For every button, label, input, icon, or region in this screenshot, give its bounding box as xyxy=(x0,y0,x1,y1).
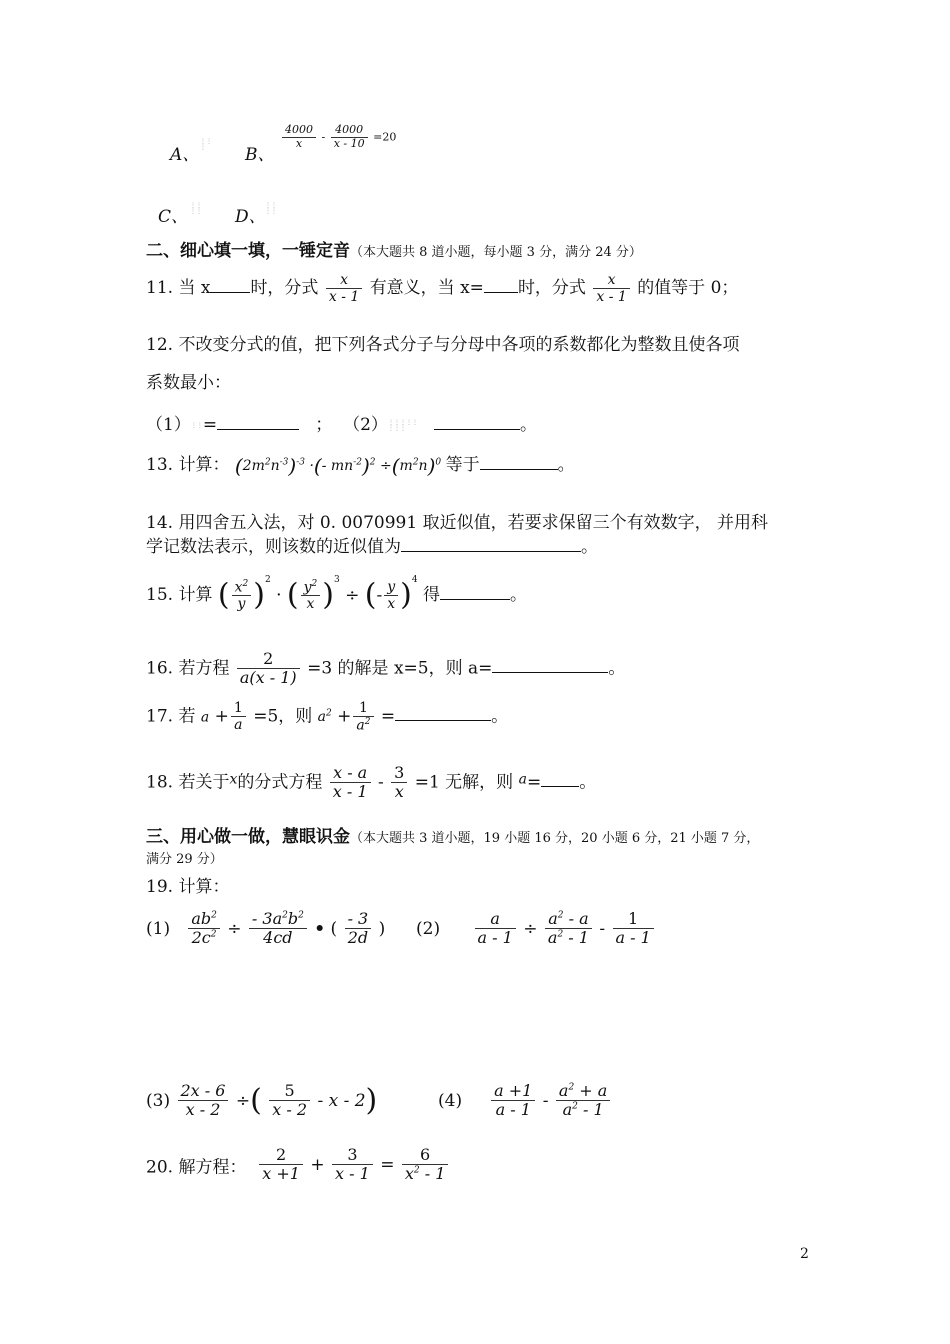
question-15: 15. 计算 ( $\frac{x^2}{y}$ )$^2$ · ( $\frac{y^2}{x}$ )$^3$ ÷ (- $\frac{y}{x}$ )$^4$ 得 。 xyxy=(146,575,528,613)
option-b-label: B、 xyxy=(245,145,275,165)
question-19-part4: (4) $\frac{a +1}{a - 1}$ - $\frac{a^2 + a}{a^2 - 1}$ xyxy=(438,1082,612,1120)
question-12-line2: 系数最小： xyxy=(146,373,231,393)
question-17: 17. 若 a + $\frac{1}{a}$ =5，则 $a^2$ + $\frac{1}{a^2}$ = 。 xyxy=(146,700,509,734)
option-b-formula: $\frac{4000}{x}$ - $\frac{4000}{x - 10}$ =20 xyxy=(280,124,396,150)
option-d-formula: ⋮⋮ ⋮⋮ xyxy=(265,201,277,215)
question-16: 16. 若方程 $\frac{2}{a(x - 1)}$ =3 的解是 x=5，则 a= 。 xyxy=(146,649,626,688)
question-19-part3: (3) $\frac{2x - 6}{x - 2}$ ÷( $\frac{5}{x - 2}$ - x - 2) xyxy=(146,1081,378,1120)
question-19-part1: (1) $\frac{ab^2}{2c^2}$ ÷ $\frac{- 3a^2b^2}{4cd}$ • ( $\frac{- 3}{2d}$ ) xyxy=(146,909,386,948)
option-a-formula: ⋮⋮ ⋮ xyxy=(200,137,212,151)
question-12-parts: （1）⋮⋮= ； （2）⋮⋮⋮⋮⋮ ⋮⋮⋮ 。 xyxy=(146,410,537,435)
question-11: 11. 当 x 时，分式 $\frac{x}{x - 1}$ 有意义，当 x= 时，分式 $\frac{x}{x - 1}$ 的值等于 0； xyxy=(146,272,739,306)
question-14-line2: 学记数法表示，则该数的近似值为 。 xyxy=(146,532,598,557)
section-2-heading: 二、细心填一填，一锤定音（本大题共 8 道小题，每小题 3 分，满分 24 分） xyxy=(146,241,642,261)
option-d-label: D、 xyxy=(235,207,266,227)
question-13: 13. 计算： $(2m^2n^{-3})^{-3}$ ·(- $mn^{-2})^2 \div(m^2n)^0$ 等于 。 xyxy=(146,454,575,478)
section-3-heading: 三、用心做一做，慧眼识金（本大题共 3 道小题，19 小题 16 分，20 小题 6 分，21 小题 7 分， xyxy=(146,827,760,847)
section-3-note-line2: 满分 29 分） xyxy=(146,852,223,867)
option-c-formula: ⋮⋮ ⋮⋮ xyxy=(190,201,202,215)
question-20: 20. 解方程： $\frac{2}{x +1}$ + $\frac{3}{x - 1}$ = $\frac{6}{x^2 - 1}$ xyxy=(146,1146,450,1184)
option-a-label: A、 xyxy=(170,145,200,165)
question-19-title: 19. 计算： xyxy=(146,877,230,897)
option-c-label: C、 xyxy=(158,207,189,227)
question-19-part2: (2) $\frac{a}{a - 1}$ ÷ $\frac{a^2 - a}{a^2 - 1}$ - $\frac{1}{a - 1}$ xyxy=(416,910,656,948)
question-18: 18. 若关于$^x$的分式方程 $\frac{x - a}{x - 1}$ - $\frac{3}{x}$ =1 无解，则 $^a$= 。 xyxy=(146,763,597,802)
question-14-line1: 14. 用四舍五入法，对 0. 0070991 取近似值，若要求保留三个有效数字， 并用科 xyxy=(146,513,768,533)
question-12-line1: 12. 不改变分式的值，把下列各式分子与分母中各项的系数都化为整数且使各项 xyxy=(146,335,740,355)
page-number: 2 xyxy=(800,1246,809,1262)
